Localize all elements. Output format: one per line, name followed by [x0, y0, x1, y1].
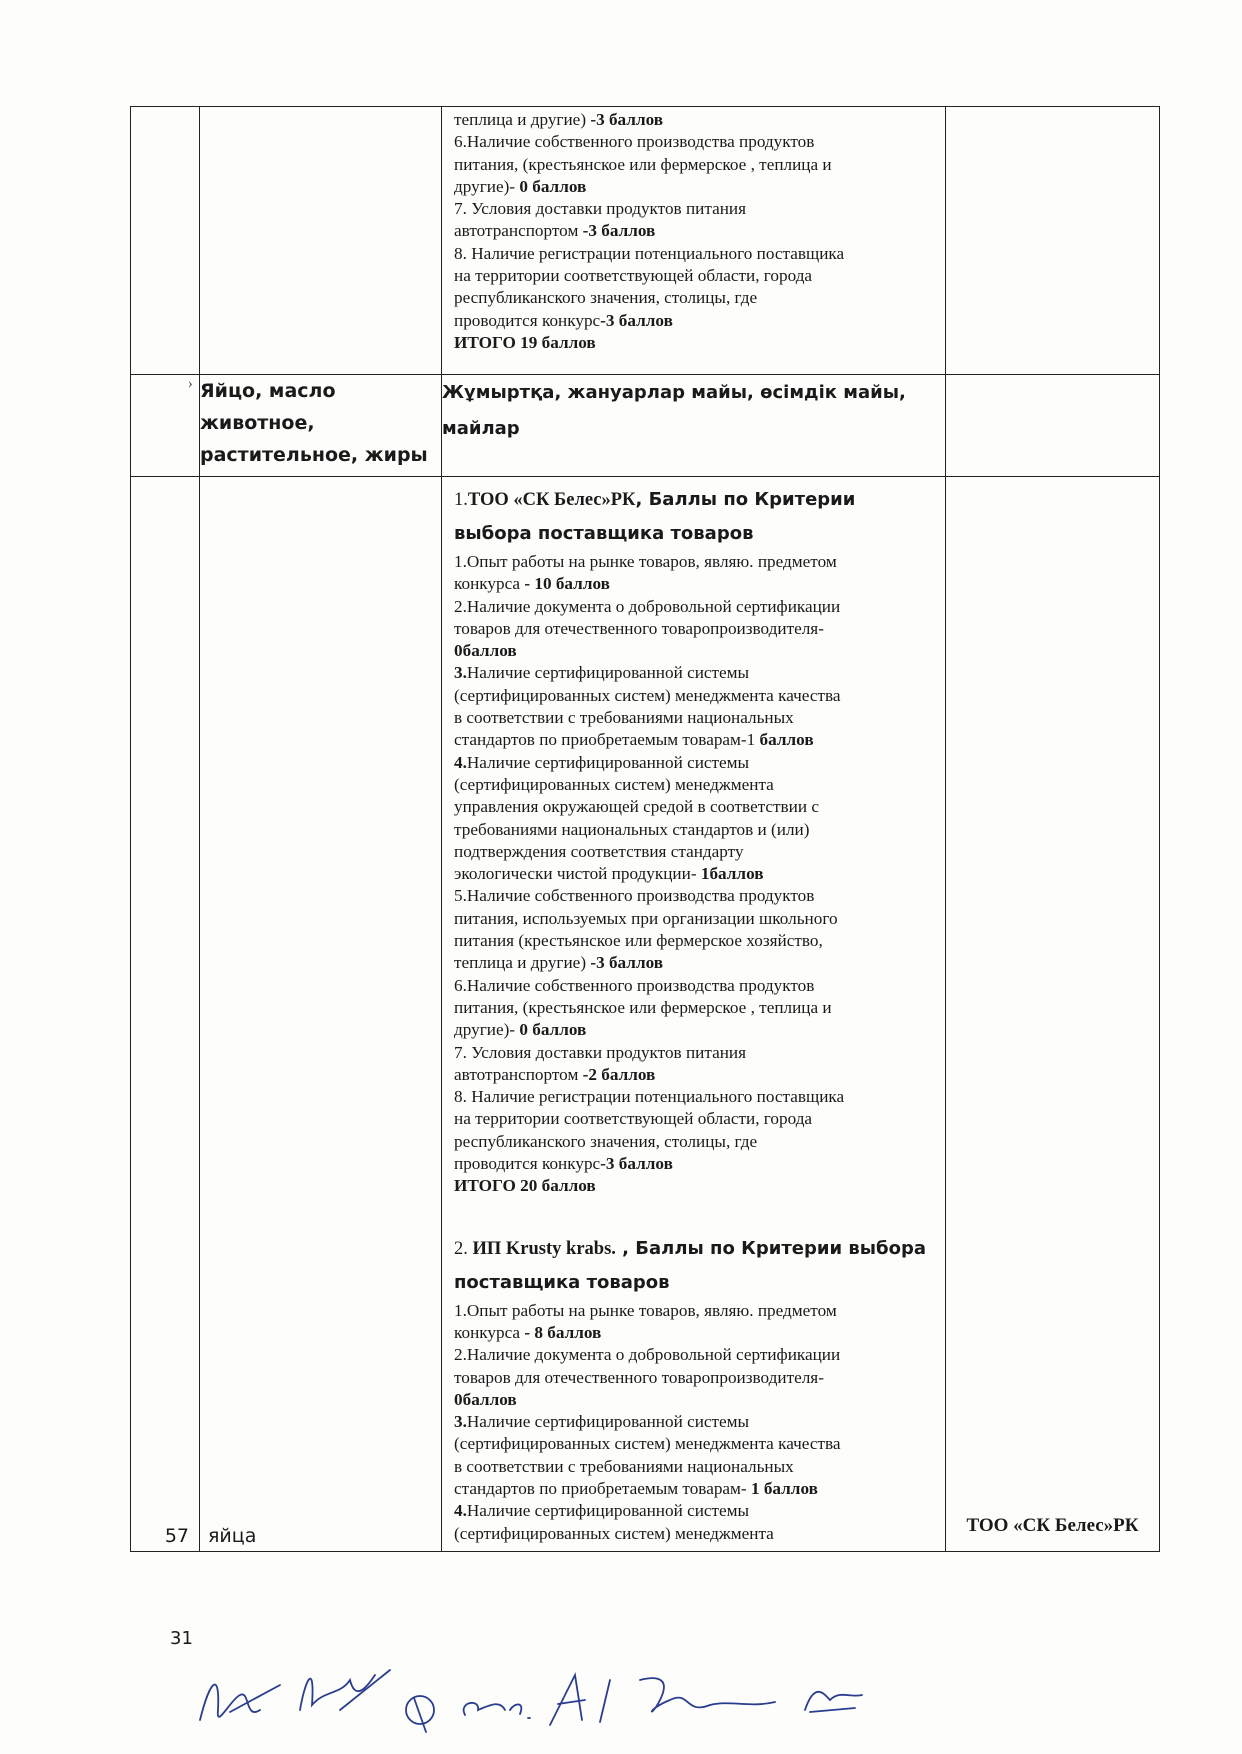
cell-winner [946, 375, 1160, 477]
row-number: 57 [131, 477, 200, 1552]
supplier-2-name: ИП Krusty krabs. [472, 1238, 616, 1259]
criteria-line: конкурса - 8 баллов [454, 1322, 602, 1342]
category-mark: › [187, 375, 193, 392]
criteria-line: 7. Условия доставки продуктов питания [454, 199, 747, 219]
criteria-line: товаров для отечественного товаропроизводителя- [454, 618, 824, 638]
criteria-line: 2.Наличие документа о добровольной сертификации [454, 1345, 841, 1365]
criteria-line: 0баллов [454, 1389, 517, 1409]
criteria-line: 6.Наличие собственного производства продуктов [454, 975, 815, 995]
criteria-line: (сертифицированных систем) менеджмента качества [454, 685, 841, 705]
criteria-line: стандартов по приобретаемым товарам- 1 баллов [454, 1478, 818, 1498]
criteria-line: (сертифицированных систем) менеджмента качества [454, 1434, 841, 1454]
criteria-line: 5.Наличие собственного производства продуктов [454, 886, 815, 906]
criteria-line: 1.Опыт работы на рынке товаров, являю. предметом [454, 1300, 837, 1320]
criteria-line: теплица и другие) -3 баллов [454, 110, 664, 129]
signatures-image [190, 1640, 970, 1740]
criteria-line: 6.Наличие собственного производства продуктов [454, 132, 815, 152]
criteria-line: подтверждения соответствия стандарту [454, 841, 744, 861]
criteria-line: 0баллов [454, 641, 517, 661]
winner-name: ТОО «СК Белес»РК [946, 477, 1160, 1552]
supplier-1-header: 1.ТОО «СК Белес»РК, Баллы по Критерии выбора поставщика товаров [454, 489, 856, 544]
criteria-line: требованиями национальных стандартов и (или) [454, 819, 810, 839]
criteria-line: стандартов по приобретаемым товарам-1 баллов [454, 730, 814, 750]
cell-num [131, 107, 200, 375]
cell-criteria [442, 477, 946, 1552]
supplier-2-header: 2. ИП Krusty krabs. , Баллы по Критерии выбора поставщика товаров [454, 1237, 926, 1293]
cell-product [200, 107, 442, 375]
criteria-line: проводится конкурс-3 баллов [454, 310, 673, 330]
table-row [131, 107, 1160, 375]
criteria-line: 3.Наличие сертифицированной системы [454, 663, 750, 683]
criteria-line: 2.Наличие документа о добровольной сертификации [454, 596, 841, 616]
supplier-1-name: ТОО «СК Белес»РК [467, 490, 636, 510]
criteria-line: экологически чистой продукции- 1баллов [454, 864, 764, 884]
criteria-line: 7. Условия доставки продуктов питания [454, 1042, 747, 1062]
criteria-line: питания, (крестьянское или фермерское , теплица и [454, 997, 832, 1017]
criteria-line: ИТОГО 19 баллов [454, 332, 596, 352]
criteria-line: другие)- 0 баллов [454, 1020, 587, 1040]
criteria-line: проводится конкурс-3 баллов [454, 1154, 673, 1174]
criteria-line: на территории соответствующей области, города [454, 1109, 813, 1129]
criteria-line: республиканского значения, столицы, где [454, 1131, 758, 1151]
cell-winner [946, 107, 1160, 375]
supplier-1-block [442, 477, 945, 1204]
criteria-line: 4.Наличие сертифицированной системы [454, 752, 750, 772]
page-number: 31 [170, 1628, 193, 1649]
criteria-list [454, 551, 937, 1198]
criteria-line: 4.Наличие сертифицированной системы [454, 1501, 750, 1521]
criteria-line: на территории соответствующей области, города [454, 266, 813, 286]
criteria-line: теплица и другие) -3 баллов [454, 953, 664, 973]
criteria-line: 1.Опыт работы на рынке товаров, являю. предметом [454, 552, 837, 571]
evaluation-table [130, 106, 1160, 1552]
criteria-line: в соответствии с требованиями национальных [454, 1456, 794, 1476]
criteria-line: автотранспортом -3 баллов [454, 221, 656, 241]
criteria-line: конкурса - 10 баллов [454, 574, 610, 594]
supplier-2-block [442, 1226, 945, 1551]
criteria-line: автотранспортом -2 баллов [454, 1064, 656, 1084]
criteria-line: питания (крестьянское или фермерское хозяйство, [454, 931, 823, 951]
criteria-list [442, 107, 945, 360]
criteria-line: питания, используемых при организации школьного [454, 908, 838, 928]
product-name: яйца [200, 477, 442, 1552]
category-kz: Жұмыртқа, жануарлар майы, өсімдік майы, майлар [442, 375, 946, 477]
criteria-line: управления окружающей средой в соответствии с [454, 797, 819, 817]
criteria-line: республиканского значения, столицы, где [454, 288, 758, 308]
criteria-line: в соответствии с требованиями национальных [454, 708, 794, 728]
table-row [131, 477, 1160, 1552]
category-ru: Яйцо, масло животное, растительное, жиры [200, 375, 442, 477]
criteria-line: другие)- 0 баллов [454, 176, 587, 196]
criteria-line: 8. Наличие регистрации потенциального поставщика [454, 243, 845, 263]
criteria-line: питания, (крестьянское или фермерское , теплица и [454, 154, 832, 174]
criteria-line: товаров для отечественного товаропроизводителя- [454, 1367, 824, 1387]
cell-criteria [442, 107, 946, 375]
criteria-line: 3.Наличие сертифицированной системы [454, 1412, 750, 1432]
criteria-line: (сертифицированных систем) менеджмента [454, 1523, 774, 1543]
criteria-line: (сертифицированных систем) менеджмента [454, 774, 774, 794]
category-mark-cell [131, 375, 200, 477]
criteria-line: ИТОГО 20 баллов [454, 1176, 596, 1196]
category-row [131, 375, 1160, 477]
criteria-list [454, 1300, 937, 1545]
criteria-line: 8. Наличие регистрации потенциального поставщика [454, 1087, 845, 1107]
